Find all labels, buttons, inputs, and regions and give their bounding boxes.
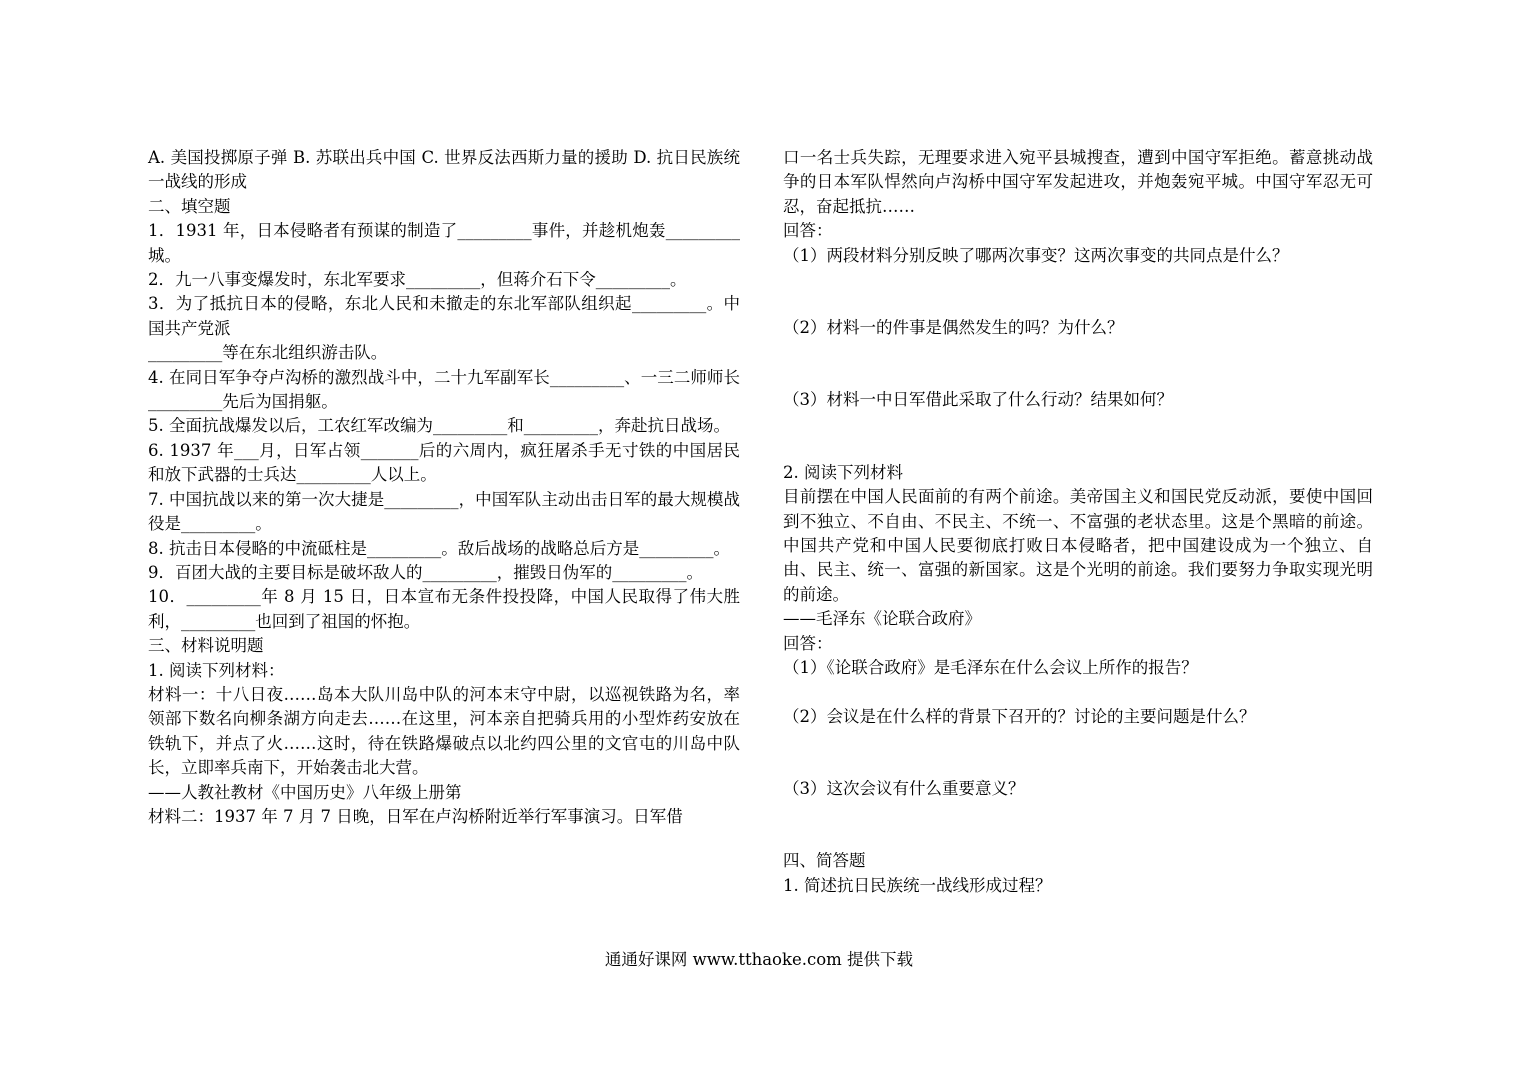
answer-label-1: 回答： xyxy=(783,221,833,241)
answer-space xyxy=(783,729,1373,777)
question-3: 3．为了抵抗日本的侵略，东北人民和未撤走的东北军部队组织起_________。中国共产党派 xyxy=(148,294,740,338)
section-heading-short-answer: 四、简答题 xyxy=(783,851,866,871)
short-answer-question-1: 1. 简述抗日民族统一战线形成过程？ xyxy=(783,875,1052,895)
material-2-text: 材料二：1937 年 7 月 7 日晚，日军在卢沟桥附近举行军事演习。日军借 xyxy=(148,806,683,826)
question-2: 2．九一八事变爆发时，东北军要求_________，但蒋介石下令_________。 xyxy=(148,270,687,290)
question-10: 10．_________年 8 月 15 日，日本宣布无条件投投降，中国人民取得了伟大胜利，_________也回到了祖国的怀抱。 xyxy=(148,587,740,631)
left-column xyxy=(148,146,740,829)
question-5: 5. 全面抗战爆发以后，工农红军改编为_________和_________，奔赴抗日战场。 xyxy=(148,416,730,436)
sub-question-2-3: （3）这次会议有什么重要意义？ xyxy=(783,778,1025,798)
question-7: 7. 中国抗战以来的第一次大捷是_________，中国军队主动出击日军的最大规模战役是_________。 xyxy=(148,489,740,534)
section-heading-material: 三、材料说明题 xyxy=(148,636,264,656)
material-2-title: 2. 阅读下列材料 xyxy=(783,462,903,482)
answer-label-2: 回答： xyxy=(783,633,833,653)
answer-space xyxy=(783,340,1373,388)
material-2-continuation: 口一名士兵失踪，无理要求进入宛平县城搜查，遭到中国守军拒绝。蓄意挑动战争的日本军队悍然向卢沟桥中国守军发起进攻，并炮轰宛平城。中国守军忍无可忍，奋起抵抗…… xyxy=(783,148,1373,216)
answer-space xyxy=(783,801,1373,849)
sub-question-2-1: （1）《论联合政府》是毛泽东在什么会议上所作的报告？ xyxy=(783,658,1198,678)
answer-space xyxy=(783,268,1373,316)
material-1-title: 1. 阅读下列材料： xyxy=(148,660,285,680)
material-1-text: 材料一：十八日夜……岛本大队川岛中队的河本末守中尉，以巡视铁路为名，率领部下数名向柳条湖方向走去……在这里，河本亲自把骑兵用的小型炸药安放在铁轨下，并点了火……这时，待在铁路爆破点以北约四公里的文官屯的川岛中队长，立即率兵南下，开始袭击北大营。 xyxy=(148,684,740,778)
material-2-source: ——毛泽东《论联合政府》 xyxy=(783,609,981,629)
question-3-cont: _________等在东北组织游击队。 xyxy=(148,343,388,363)
right-column xyxy=(783,146,1373,898)
question-4: 4. 在同日军争夺卢沟桥的激烈战斗中，二十九军副军长_________、一三二师师长_________先后为国捐躯。 xyxy=(148,367,740,412)
question-9: 9．百团大战的主要目标是破坏敌人的_________，摧毁日伪军的_________。 xyxy=(148,562,703,582)
sub-question-1-3: （3）材料一中日军借此采取了什么行动？结果如何？ xyxy=(783,390,1173,410)
sub-question-2-2: （2）会议是在什么样的背景下召开的？讨论的主要问题是什么？ xyxy=(783,706,1256,726)
sub-question-1-1: （1）两段材料分别反映了哪两次事变？这两次事变的共同点是什么？ xyxy=(783,245,1289,265)
section-heading-fill-blank: 二、填空题 xyxy=(148,196,231,216)
page-footer: 通通好课网 www.tthaoke.com 提供下载 xyxy=(604,950,914,969)
answer-space xyxy=(783,413,1373,461)
material-2-body: 目前摆在中国人民面前的有两个前途。美帝国主义和国民党反动派，要使中国回到不独立、不自由、不民主、不统一、不富强的老状态里。这是个黑暗的前途。中国共产党和中国人民要彻底打败日本侵略者，把中国建设成为一个独立、自由、民主、统一、富强的新国家。这是个光明的前途。我们要努力争取实现光明的前途。 xyxy=(783,487,1373,604)
choice-options: A. 美国投掷原子弹 B. 苏联出兵中国 C. 世界反法西斯力量的援助 D. 抗日民族统一战线的形成 xyxy=(148,148,740,192)
question-1: 1．1931 年，日本侵略者有预谋的制造了_________事件，并趁机炮轰_________城。 xyxy=(148,221,740,265)
sub-question-1-2: （2）材料一的件事是偶然发生的吗？为什么？ xyxy=(783,318,1124,338)
answer-space xyxy=(783,681,1373,705)
question-8: 8. 抗击日本侵略的中流砥柱是_________。敌后战场的战略总后方是_________。 xyxy=(148,538,730,558)
question-6: 6. 1937 年___月，日军占领_______后的六周内，疯狂屠杀手无寸铁的中国居民和放下武器的士兵达_________人以上。 xyxy=(148,440,740,485)
material-1-source: ——人教社教材《中国历史》八年级上册第 xyxy=(148,782,462,802)
